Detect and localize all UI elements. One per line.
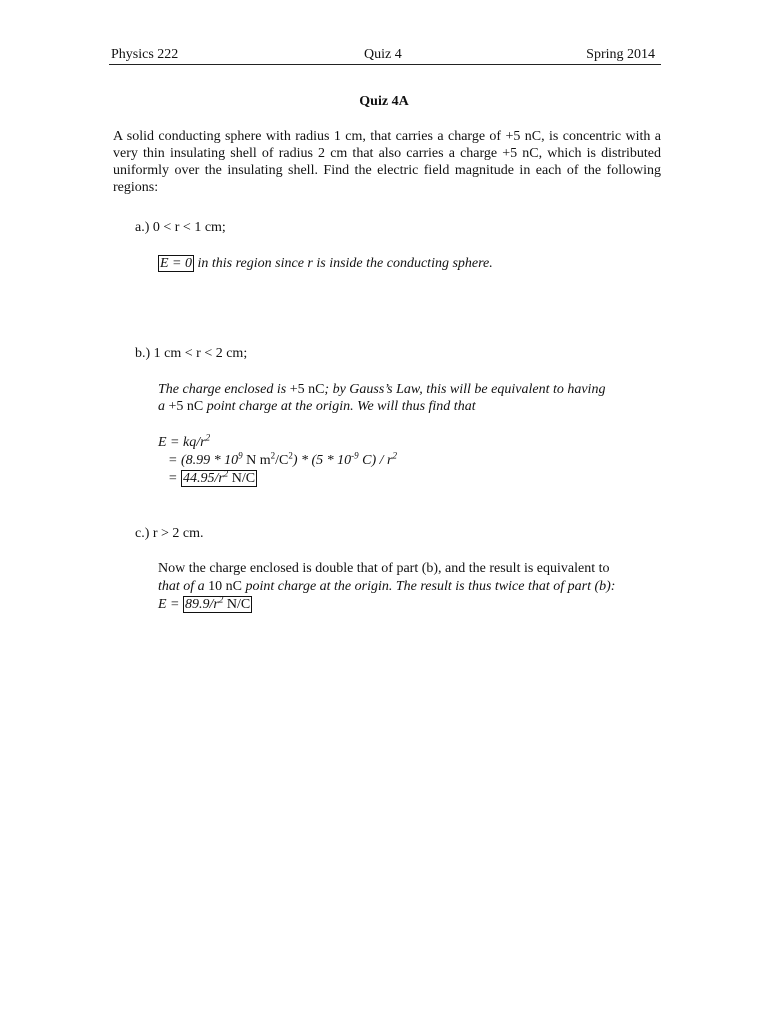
part-b-eq2-exp4: -9 — [351, 450, 359, 461]
part-c-line-1: Now the charge enclosed is double that of part (b), and the result is equivalent to — [158, 561, 610, 576]
part-c-boxed-exponent: 2 — [218, 594, 224, 605]
page-header — [109, 46, 661, 65]
part-b-eq2-c: /C — [275, 453, 289, 468]
part-b-eq2-e: C) / r — [358, 453, 393, 468]
part-b-label: b.) 1 cm < r < 2 cm; — [135, 346, 248, 361]
part-c-line-2-c: point charge at the origin. The result is thus twice that of part (b): — [242, 579, 616, 594]
part-b-line-2 — [158, 398, 476, 415]
part-b-equation-3 — [158, 470, 257, 487]
header-quiz: Quiz 4 — [364, 47, 402, 62]
part-c-point-charge: 10 nC — [208, 579, 243, 594]
part-b-eq1-text: E = kq/r — [158, 435, 206, 450]
part-b-eq2-exp2: 2 — [270, 450, 276, 461]
part-b-line-1-a: The charge enclosed is — [158, 382, 290, 397]
part-a-answer — [158, 255, 493, 272]
part-b-charge: +5 nC — [289, 382, 325, 397]
part-b-boxed-result — [181, 470, 257, 487]
part-c-line-2-a: that of a — [158, 579, 209, 594]
part-b-eq2-exp1: 9 — [238, 450, 243, 461]
part-b-boxed-exponent: 2 — [223, 468, 229, 479]
part-a-explanation: in this region since r is inside the conducting sphere. — [194, 256, 493, 271]
part-a-boxed-result: E = 0 — [160, 256, 192, 271]
part-b-line-1 — [158, 381, 605, 398]
part-c-equation — [158, 596, 252, 613]
part-b-eq1-exponent: 2 — [205, 432, 211, 443]
part-c-line-2 — [158, 578, 615, 595]
part-a-label: a.) 0 < r < 1 cm; — [135, 220, 226, 235]
part-c-eq-prefix: E = — [158, 597, 183, 612]
part-b-line-2-c: point charge at the origin. We will thus find that — [203, 399, 476, 414]
header-course: Physics 222 — [111, 47, 179, 62]
part-b-eq2-exp5: 2 — [392, 450, 398, 461]
part-b-eq2-b: N m — [242, 453, 271, 468]
part-b-equation-2 — [158, 452, 397, 469]
part-b-eq2-exp3: 2 — [288, 450, 293, 461]
part-b-eq2-d: ) * (5 * 10 — [292, 453, 352, 468]
part-c-boxed-unit: N/C — [223, 597, 251, 612]
part-b-line-2-a: a — [158, 399, 169, 414]
problem-statement: A solid conducting sphere with radius 1 cm, that carries a charge of +5 nC, is concentric with a very thin insulating shell of radius 2 cm that also carries a charge +5 nC, which is distributed uniformly over the insulating shell. Find the electric field magnitude in each of the following regions: — [113, 129, 661, 195]
part-c-boxed-result — [183, 596, 252, 613]
header-term: Spring 2014 — [586, 47, 655, 62]
part-b-equation-1 — [158, 434, 210, 451]
part-c-label: c.) r > 2 cm. — [135, 526, 204, 541]
part-b-boxed-value: 44.95/r — [182, 471, 224, 486]
page-title: Quiz 4A — [359, 94, 409, 109]
part-b-eq2-a: = (8.99 * 10 — [168, 453, 239, 468]
part-b-point-charge: +5 nC — [168, 399, 204, 414]
part-b-boxed-unit: N/C — [228, 471, 256, 486]
part-c-boxed-value: 89.9/r — [185, 597, 219, 612]
part-b-line-1-c: ; by Gauss’s Law, this will be equivalent to having — [324, 382, 606, 397]
part-b-eq3-prefix: = — [168, 471, 181, 486]
